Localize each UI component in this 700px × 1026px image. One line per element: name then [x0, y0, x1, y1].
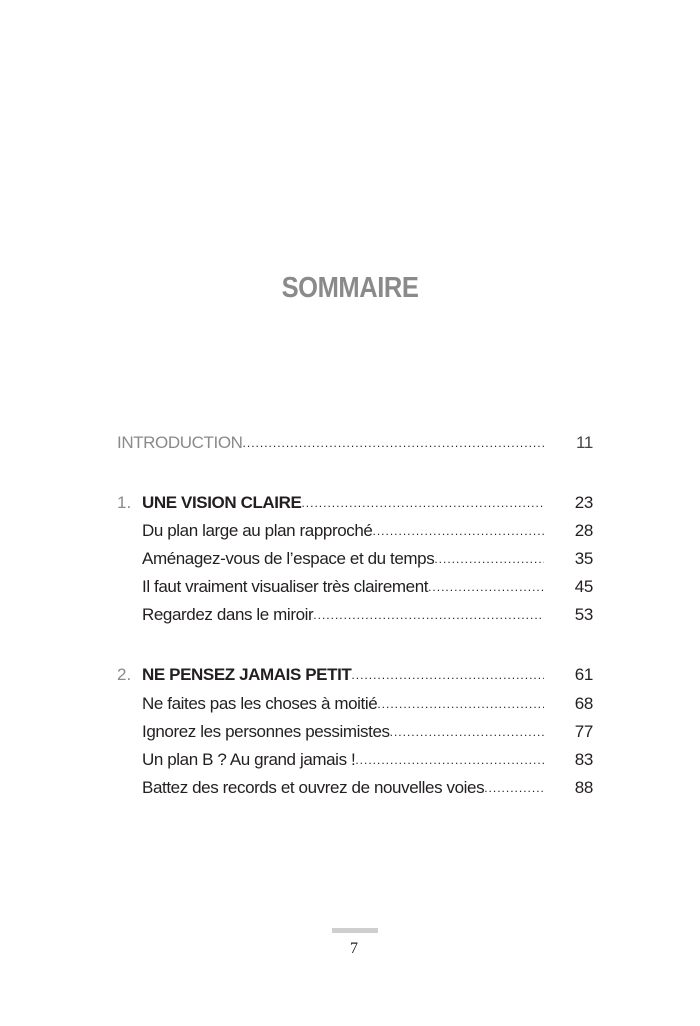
- toc-chapter[interactable]: [117, 662, 593, 688]
- toc-label: INTRODUCTION: [117, 433, 243, 452]
- toc-label: Ignorez les personnes pessimistes: [142, 722, 390, 741]
- toc-page: 77: [574, 722, 593, 741]
- dot-leader: [243, 430, 544, 456]
- page-number-bar: [332, 928, 378, 933]
- dot-leader: [428, 574, 544, 600]
- toc-label: Ne faites pas les choses à moitié: [142, 694, 378, 713]
- dot-leader: [434, 546, 544, 572]
- toc-label: NE PENSEZ JAMAIS PETIT: [142, 665, 352, 684]
- toc-section[interactable]: [142, 574, 593, 600]
- toc-section[interactable]: [142, 546, 593, 572]
- chapter-number: 2.: [117, 665, 132, 684]
- toc-label: Aménagez-vous de l’espace et du temps: [142, 549, 435, 568]
- page-number: 7: [350, 940, 358, 957]
- toc-page: 61: [574, 665, 593, 684]
- toc-page: 88: [574, 778, 593, 797]
- toc-label: UNE VISION CLAIRE: [142, 493, 302, 512]
- toc-section[interactable]: [142, 719, 593, 745]
- dot-leader: [351, 662, 544, 688]
- toc-introduction[interactable]: [117, 430, 593, 456]
- dot-leader: [390, 719, 544, 745]
- toc-page: 68: [574, 694, 593, 713]
- dot-leader: [377, 691, 544, 717]
- toc-page: 11: [575, 433, 593, 452]
- dot-leader: [484, 775, 544, 801]
- toc-page: 28: [574, 521, 593, 540]
- toc-page: 35: [574, 549, 593, 568]
- toc-section[interactable]: [142, 518, 593, 544]
- toc-chapter[interactable]: [117, 490, 593, 516]
- toc-section[interactable]: [142, 775, 593, 801]
- toc-section[interactable]: [142, 691, 593, 717]
- toc-section[interactable]: [142, 602, 593, 628]
- dot-leader: [373, 518, 545, 544]
- toc-page: 83: [574, 750, 593, 769]
- dot-leader: [301, 490, 544, 516]
- toc-page: 23: [574, 493, 593, 512]
- toc-label: Regardez dans le miroir: [142, 605, 314, 624]
- page-title: SOMMAIRE: [281, 272, 419, 304]
- toc-label: Un plan B ? Au grand jamais !: [142, 750, 356, 769]
- toc-page: 45: [574, 577, 593, 596]
- toc-page: 53: [574, 605, 593, 624]
- toc-label: Il faut vraiment visualiser très clairement: [142, 577, 429, 596]
- chapter-number: 1.: [117, 493, 132, 512]
- dot-leader: [355, 747, 544, 773]
- dot-leader: [313, 602, 544, 628]
- toc-label: Du plan large au plan rapproché: [142, 521, 373, 540]
- toc-label: Battez des records et ouvrez de nouvelles voies: [142, 778, 485, 797]
- toc-section[interactable]: [142, 747, 593, 773]
